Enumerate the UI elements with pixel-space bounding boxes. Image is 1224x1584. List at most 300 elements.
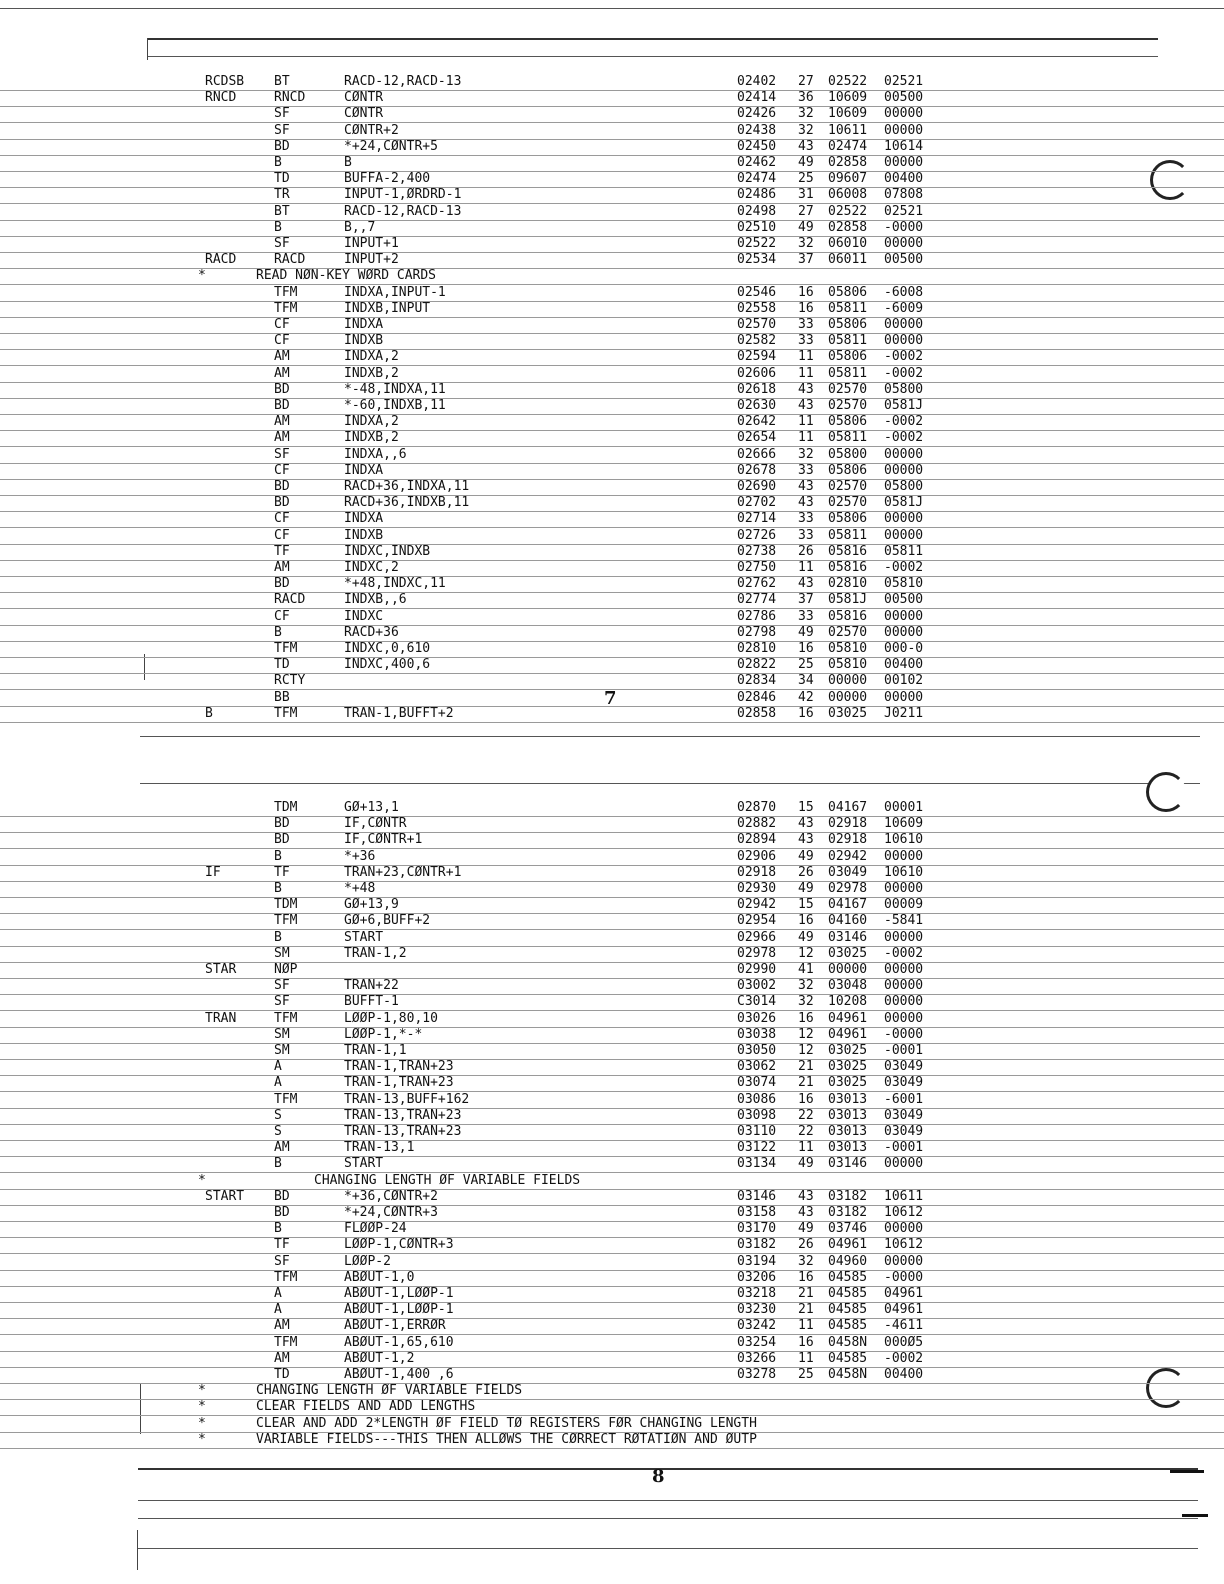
address-field: 02522 (737, 236, 777, 251)
listing-line (0, 1237, 1224, 1254)
address-field: 02942 (737, 897, 777, 913)
listing-line (0, 1059, 1224, 1076)
numeric-opcode: 49 (798, 219, 814, 235)
p-address: 04585 (828, 1318, 868, 1334)
address-field: 02858 (737, 705, 777, 721)
opcode-mnemonic: SF (274, 978, 290, 994)
numeric-opcode: 25 (798, 171, 814, 187)
operand-field: INDXA,,6 (344, 446, 407, 462)
listing-line (0, 463, 1224, 480)
address-field: 02822 (737, 657, 777, 673)
operand-field: *+24,CØNTR+3 (344, 1205, 438, 1220)
comment-marker: * (198, 1399, 206, 1415)
opcode-mnemonic: B (274, 1221, 282, 1237)
listing-line (0, 1302, 1224, 1319)
opcode-mnemonic: SF (274, 446, 290, 462)
opcode-mnemonic: TD (274, 657, 290, 673)
numeric-opcode: 33 (798, 511, 814, 527)
opcode-mnemonic: BD (274, 832, 290, 848)
opcode-mnemonic: CF (274, 608, 290, 624)
operand-field: TRAN+23,CØNTR+1 (344, 864, 462, 880)
bottom-left-margin-mark (137, 1530, 138, 1570)
opcode-mnemonic: TD (274, 1367, 290, 1382)
listing-line (0, 382, 1224, 399)
listing-line (0, 1221, 1224, 1238)
p-address: 03025 (828, 1075, 868, 1091)
numeric-opcode: 49 (798, 848, 814, 864)
p-address: 06011 (828, 252, 868, 268)
opcode-mnemonic: TFM (274, 284, 298, 300)
operand-field: CØNTR (344, 106, 384, 122)
address-field: 02954 (737, 913, 777, 929)
comment-line (0, 1399, 1224, 1416)
q-address: 04961 (884, 1286, 924, 1301)
listing-line (0, 1286, 1224, 1303)
numeric-opcode: 43 (798, 832, 814, 848)
q-address: 000-0 (884, 641, 924, 656)
opcode-mnemonic: AM (274, 365, 290, 381)
opcode-mnemonic: TFM (274, 1010, 298, 1026)
p-address: 10609 (828, 106, 868, 122)
q-address: 00000 (884, 624, 924, 640)
listing-line (0, 609, 1224, 626)
numeric-opcode: 49 (798, 929, 814, 945)
q-address: -6001 (884, 1091, 924, 1107)
comment-line (0, 268, 1224, 285)
operand-field: LØØP-1,*-* (344, 1026, 423, 1042)
bottom-rule-4 (138, 1548, 1198, 1549)
listing-line (0, 625, 1224, 642)
numeric-opcode: 16 (798, 1269, 814, 1285)
listing-line (0, 930, 1224, 947)
q-address: 00001 (884, 800, 924, 815)
numeric-opcode: 43 (798, 816, 814, 832)
address-field: 03038 (737, 1026, 777, 1042)
q-address: 00000 (884, 929, 924, 945)
operand-field: *+36,CØNTR+2 (344, 1188, 438, 1204)
opcode-mnemonic: BD (274, 1205, 290, 1220)
operand-field: TRAN-1,TRAN+23 (344, 1059, 454, 1075)
q-address: -0002 (884, 560, 924, 575)
numeric-opcode: 16 (798, 641, 814, 656)
numeric-opcode: 27 (798, 74, 814, 89)
operand-field: TRAN-1,BUFFT+2 (344, 705, 454, 721)
edge-mark (1182, 1514, 1208, 1517)
q-address: 00500 (884, 90, 924, 106)
address-field: 02510 (737, 219, 777, 235)
p-address: 02570 (828, 479, 868, 494)
address-field: 02810 (737, 641, 777, 656)
numeric-opcode: 25 (798, 657, 814, 673)
numeric-opcode: 11 (798, 365, 814, 381)
opcode-mnemonic: S (274, 1124, 282, 1139)
address-field: 02774 (737, 592, 777, 608)
numeric-opcode: 12 (798, 1043, 814, 1058)
p-address: 03025 (828, 1043, 868, 1058)
q-address: 05800 (884, 479, 924, 494)
numeric-opcode: 32 (798, 446, 814, 462)
label-field: START (205, 1188, 245, 1204)
operand-field: INDXC,2 (344, 560, 399, 575)
comment-line (0, 1173, 1224, 1190)
q-address: 05810 (884, 576, 924, 592)
opcode-mnemonic: RNCD (274, 90, 306, 106)
opcode-mnemonic: BD (274, 398, 290, 413)
operand-field: ABØUT-1,LØØP-1 (344, 1302, 454, 1318)
numeric-opcode: 16 (798, 1010, 814, 1026)
opcode-mnemonic: AM (274, 560, 290, 575)
comment-text: CHANGING LENGTH ØF VARIABLE FIELDS (314, 1172, 581, 1188)
operand-field: INPUT+1 (344, 236, 399, 251)
operand-field: ABØUT-1,400 ,6 (344, 1367, 454, 1382)
numeric-opcode: 33 (798, 527, 814, 543)
comment-line (0, 1383, 1224, 1400)
address-field: 03074 (737, 1075, 777, 1091)
numeric-opcode: 11 (798, 1350, 814, 1366)
operand-field: *+48 (344, 881, 376, 896)
q-address: -0001 (884, 1043, 924, 1058)
listing-line (0, 1124, 1224, 1141)
operand-field: *+48,INDXC,11 (344, 576, 446, 592)
listing-line (0, 187, 1224, 204)
page-number: 8 (652, 1466, 665, 1487)
numeric-opcode: 27 (798, 203, 814, 219)
address-field: 02834 (737, 673, 777, 689)
p-address: 02570 (828, 624, 868, 640)
operand-field: RACD-12,RACD-13 (344, 203, 462, 219)
listing-line (0, 171, 1224, 188)
p-address: 05806 (828, 284, 868, 300)
numeric-opcode: 11 (798, 1318, 814, 1334)
opcode-mnemonic: B (274, 624, 282, 640)
opcode-mnemonic: SF (274, 106, 290, 122)
opcode-mnemonic: A (274, 1059, 282, 1075)
comment-line (0, 1416, 1224, 1433)
comment-marker: * (198, 268, 206, 284)
q-address: 05811 (884, 543, 924, 559)
address-field: 02462 (737, 155, 777, 170)
operand-field: RACD+36 (344, 624, 399, 640)
p-address: 00000 (828, 689, 868, 705)
operand-field: *+36 (344, 848, 376, 864)
listing-line (0, 1092, 1224, 1109)
operand-field: *-60,INDXB,11 (344, 398, 446, 413)
numeric-opcode: 15 (798, 897, 814, 913)
p-address: 00000 (828, 962, 868, 977)
opcode-mnemonic: BD (274, 381, 290, 397)
q-address: -0002 (884, 430, 924, 446)
opcode-mnemonic: A (274, 1302, 282, 1318)
listing-line (0, 544, 1224, 561)
p-address: 04961 (828, 1026, 868, 1042)
comment-marker: * (198, 1172, 206, 1188)
listing-line (0, 220, 1224, 237)
listing-line (0, 317, 1224, 334)
address-field: 03206 (737, 1269, 777, 1285)
p-address: 05806 (828, 317, 868, 332)
q-address: 00000 (884, 122, 924, 138)
numeric-opcode: 43 (798, 479, 814, 494)
opcode-mnemonic: TDM (274, 800, 298, 815)
p-address: 03048 (828, 978, 868, 994)
numeric-opcode: 41 (798, 962, 814, 977)
p-address: 03049 (828, 864, 868, 880)
operand-field: TRAN-13,BUFF+162 (344, 1091, 470, 1107)
address-field: 03146 (737, 1188, 777, 1204)
opcode-mnemonic: BT (274, 203, 290, 219)
numeric-opcode: 43 (798, 398, 814, 413)
address-field: 02558 (737, 300, 777, 316)
label-field: RACD (205, 252, 237, 268)
numeric-opcode: 33 (798, 317, 814, 332)
p-address: 03013 (828, 1124, 868, 1139)
q-address: -0002 (884, 945, 924, 961)
p-address: 05811 (828, 300, 868, 316)
address-field: 03026 (737, 1010, 777, 1026)
listing-line (0, 994, 1224, 1011)
opcode-mnemonic: TR (274, 187, 290, 203)
operand-field: GØ+6,BUFF+2 (344, 913, 431, 929)
q-address: -6009 (884, 300, 924, 316)
listing-line (0, 592, 1224, 609)
listing-line (0, 495, 1224, 512)
address-field: 02594 (737, 349, 777, 365)
address-field: 02474 (737, 171, 777, 187)
listing-line (0, 430, 1224, 447)
operand-field: INDXA,INPUT-1 (344, 284, 446, 300)
numeric-opcode: 16 (798, 284, 814, 300)
numeric-opcode: 22 (798, 1124, 814, 1139)
address-field: 03170 (737, 1221, 777, 1237)
operand-field: LØØP-2 (344, 1253, 391, 1269)
numeric-opcode: 43 (798, 1205, 814, 1220)
q-address: 10610 (884, 864, 924, 880)
p-address: 02942 (828, 848, 868, 864)
address-field: 03098 (737, 1107, 777, 1123)
q-address: -0000 (884, 219, 924, 235)
address-field: 03242 (737, 1318, 777, 1334)
address-field: 02654 (737, 430, 777, 446)
q-address: -6008 (884, 284, 924, 300)
opcode-mnemonic: TF (274, 543, 290, 559)
opcode-mnemonic: BT (274, 74, 290, 89)
listing-line (0, 301, 1224, 318)
p-address: 00000 (828, 673, 868, 689)
p-address: 03013 (828, 1140, 868, 1156)
q-address: 00000 (884, 1010, 924, 1026)
listing-line (0, 333, 1224, 350)
opcode-mnemonic: AM (274, 430, 290, 446)
operand-field: INDXB (344, 333, 384, 349)
operand-field: ABØUT-1,LØØP-1 (344, 1286, 454, 1301)
address-field: 02498 (737, 203, 777, 219)
numeric-opcode: 32 (798, 122, 814, 138)
q-address: 00000 (884, 994, 924, 1010)
p-address: 02570 (828, 398, 868, 413)
operand-field: TRAN+22 (344, 978, 399, 994)
q-address: 00400 (884, 171, 924, 187)
opcode-mnemonic: AM (274, 1140, 290, 1156)
p-address: 04585 (828, 1269, 868, 1285)
p-address: 0458N (828, 1334, 868, 1350)
q-address: 00000 (884, 848, 924, 864)
p-address: 10609 (828, 90, 868, 106)
address-field: 02630 (737, 398, 777, 413)
numeric-opcode: 16 (798, 300, 814, 316)
top-edge-rule (0, 8, 1224, 9)
q-address: 00102 (884, 673, 924, 689)
opcode-mnemonic: TF (274, 864, 290, 880)
address-field: 02738 (737, 543, 777, 559)
opcode-mnemonic: BD (274, 138, 290, 154)
p-address: 06010 (828, 236, 868, 251)
p-address: 02858 (828, 219, 868, 235)
p-address: 05816 (828, 608, 868, 624)
comment-marker: * (198, 1415, 206, 1431)
address-field: 03086 (737, 1091, 777, 1107)
p-address: 05806 (828, 349, 868, 365)
opcode-mnemonic: B (274, 929, 282, 945)
numeric-opcode: 11 (798, 414, 814, 430)
q-address: -5841 (884, 913, 924, 929)
opcode-mnemonic: TFM (274, 913, 298, 929)
q-address: 00500 (884, 592, 924, 608)
address-field: 03110 (737, 1124, 777, 1139)
opcode-mnemonic: A (274, 1286, 282, 1301)
q-address: 00000 (884, 608, 924, 624)
operand-field: INDXC,INDXB (344, 543, 431, 559)
listing-line (0, 285, 1224, 302)
opcode-mnemonic: BB (274, 689, 290, 705)
listing-line (0, 897, 1224, 914)
address-field: 03194 (737, 1253, 777, 1269)
numeric-opcode: 26 (798, 1237, 814, 1253)
p-address: 02570 (828, 495, 868, 511)
comment-marker: * (198, 1431, 206, 1447)
opcode-mnemonic: TFM (274, 641, 298, 656)
q-address: 00000 (884, 106, 924, 122)
numeric-opcode: 25 (798, 1367, 814, 1382)
comment-line (0, 1432, 1224, 1449)
q-address: -0000 (884, 1026, 924, 1042)
q-address: 00500 (884, 252, 924, 268)
operand-field: INDXA (344, 511, 384, 527)
address-field: 02966 (737, 929, 777, 945)
operand-field: IF,CØNTR (344, 816, 407, 832)
p-address: 04585 (828, 1302, 868, 1318)
address-field: 02666 (737, 446, 777, 462)
operand-field: ABØUT-1,0 (344, 1269, 415, 1285)
numeric-opcode: 49 (798, 624, 814, 640)
listing-line (0, 706, 1224, 723)
address-field: 02402 (737, 74, 777, 89)
listing-line (0, 1318, 1224, 1335)
q-address: 10612 (884, 1205, 924, 1220)
q-address: 05800 (884, 381, 924, 397)
operand-field: BUFFT-1 (344, 994, 399, 1010)
address-field: 03278 (737, 1367, 777, 1382)
p-address: 09607 (828, 171, 868, 187)
address-field: 02906 (737, 848, 777, 864)
operand-field: GØ+13,9 (344, 897, 399, 913)
opcode-mnemonic: B (274, 1156, 282, 1172)
numeric-opcode: 16 (798, 1091, 814, 1107)
opcode-mnemonic: TF (274, 1237, 290, 1253)
numeric-opcode: 11 (798, 430, 814, 446)
listing-line (0, 204, 1224, 221)
operand-field: INDXB (344, 527, 384, 543)
address-field: 03158 (737, 1205, 777, 1220)
comment-text: CLEAR FIELDS AND ADD LENGTHS (256, 1399, 476, 1415)
listing-line (0, 832, 1224, 849)
numeric-opcode: 32 (798, 236, 814, 251)
p-address: 03025 (828, 945, 868, 961)
address-field: 02486 (737, 187, 777, 203)
numeric-opcode: 49 (798, 881, 814, 896)
opcode-mnemonic: AM (274, 414, 290, 430)
numeric-opcode: 32 (798, 994, 814, 1010)
operand-field: *+24,CØNTR+5 (344, 138, 438, 154)
p-address: 05806 (828, 462, 868, 478)
operand-field: TRAN-13,TRAN+23 (344, 1124, 462, 1139)
opcode-mnemonic: B (274, 848, 282, 864)
opcode-mnemonic: SF (274, 122, 290, 138)
numeric-opcode: 43 (798, 576, 814, 592)
p-address: 05806 (828, 414, 868, 430)
numeric-opcode: 33 (798, 608, 814, 624)
operand-field: INDXB,INPUT (344, 300, 431, 316)
opcode-mnemonic: BD (274, 1188, 290, 1204)
address-field: 02438 (737, 122, 777, 138)
listing-line (0, 881, 1224, 898)
operand-field: INDXC,0,610 (344, 641, 431, 656)
opcode-mnemonic: SF (274, 994, 290, 1010)
q-address: 00400 (884, 657, 924, 673)
address-field: 02702 (737, 495, 777, 511)
listing-line (0, 641, 1224, 658)
listing-line (0, 1270, 1224, 1287)
q-address: -0002 (884, 349, 924, 365)
operand-field: B,,7 (344, 219, 376, 235)
numeric-opcode: 43 (798, 381, 814, 397)
listing-line (0, 236, 1224, 253)
listing-line (0, 123, 1224, 140)
q-address: 00000 (884, 881, 924, 896)
address-field: 02786 (737, 608, 777, 624)
numeric-opcode: 33 (798, 462, 814, 478)
comment-text: READ NØN-KEY WØRD CARDS (256, 268, 437, 284)
p-address: 02978 (828, 881, 868, 896)
address-field: 02762 (737, 576, 777, 592)
p-address: 05810 (828, 641, 868, 656)
operand-field: GØ+13,1 (344, 800, 399, 815)
address-field: 02750 (737, 560, 777, 575)
opcode-mnemonic: SM (274, 1026, 290, 1042)
operand-field: INDXC,400,6 (344, 657, 431, 673)
operand-field: B (344, 155, 352, 170)
listing-line (0, 366, 1224, 383)
numeric-opcode: 42 (798, 689, 814, 705)
mid-rule-2 (140, 783, 1200, 784)
comment-marker: * (198, 1383, 206, 1399)
p-address: 02918 (828, 816, 868, 832)
listing-line (0, 1335, 1224, 1352)
p-address: 04961 (828, 1010, 868, 1026)
q-address: 00000 (884, 689, 924, 705)
opcode-mnemonic: TDM (274, 897, 298, 913)
label-field: RNCD (205, 90, 237, 106)
opcode-mnemonic: BD (274, 479, 290, 494)
